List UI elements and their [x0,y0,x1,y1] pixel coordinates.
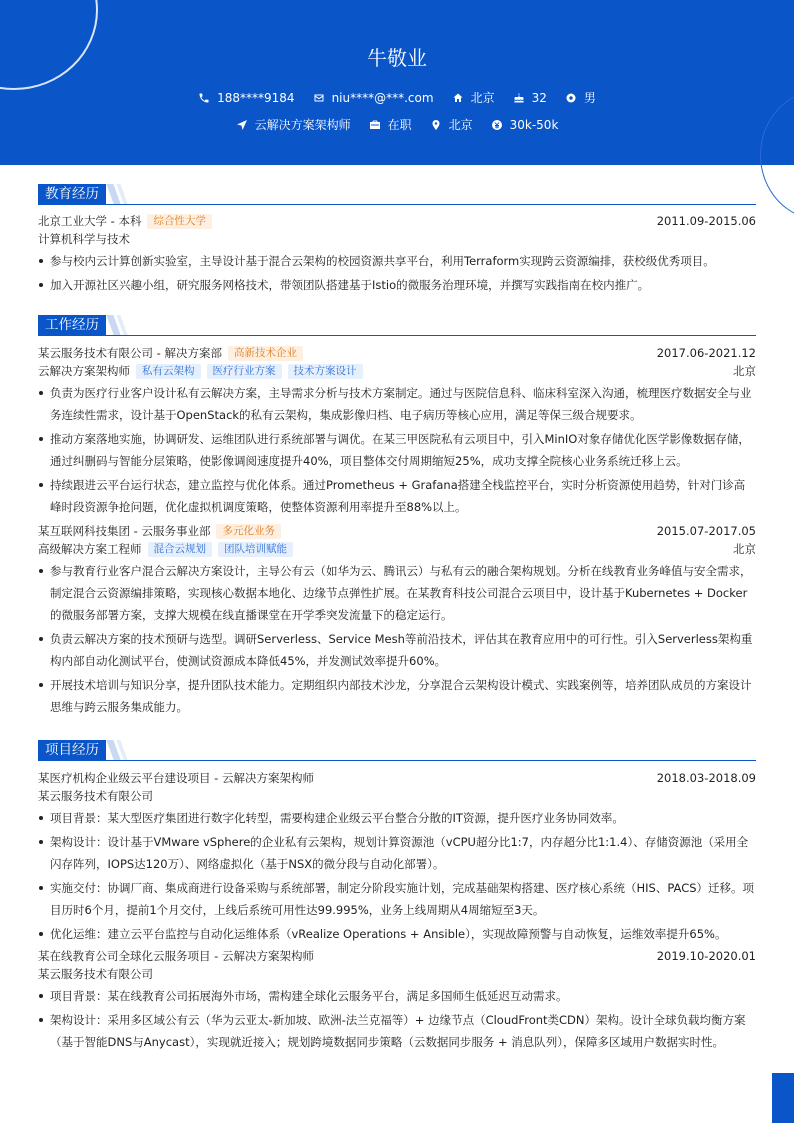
status-text: 在职 [387,118,412,132]
education-item [38,212,756,296]
contact-row [0,89,794,106]
project-dates: 2019.10-2020.01 [656,949,756,963]
project-dates: 2018.03-2018.09 [656,771,756,785]
target-role-text: 云解决方案架构师 [254,118,351,132]
cake-icon [513,92,525,104]
work-dates: 2017.06-2021.12 [656,346,756,360]
project-org: 某云服务技术有限公司 [38,967,153,981]
work-item [38,344,756,518]
list-item: 架构设计：设计基于VMware vSphere的企业私有云架构，规划计算资源池（vCPU超分比1:7，内存超分比1:1.4）、存储资源池（采用全闪存阵列，IOPS达120万）、网络虚拟化（基于NSX的微分段与自动化部署）。 [38,831,756,875]
list-item: 实施交付：协调厂商、集成商进行设备采购与系统部署，制定分阶段实施计划，完成基础架构搭建、医疗核心系统（HIS、PACS）迁移。项目历时6个月，提前1个月交付，上线后系统可用性达99.995%，业务上线周期从4周缩短至3天。 [38,877,756,921]
skill-tag: 技术方案设计 [288,364,363,379]
salary-text: 30k-50k [509,117,559,132]
work-dates: 2015.07-2017.05 [656,524,756,538]
age-text: 32 [531,90,547,105]
resume-header [0,0,794,165]
list-item: 推动方案落地实施，协调研发、运维团队进行系统部署与调优。在某三甲医院私有云项目中，引入MinIO对象存储优化医学影像数据存储，通过纠删码与智能分层策略，使影像调阅速度提升40%，项目整体交付周期缩短25%，成功支撑全院核心业务系统迁移上云。 [38,428,756,472]
mail-icon [313,92,325,104]
email-text: niu****@***.com [331,90,434,105]
list-item: 优化运维：建立云平台监控与自动化运维体系（vRealize Operations + Ansible），实现故障预警与自动恢复，运维效率提升65%。 [38,923,756,945]
target-city-info [430,116,473,133]
skill-tag: 混合云规划 [148,542,213,557]
project-name: 某医疗机构企业级云平台建设项目 - 云解决方案架构师 [38,771,314,785]
project-org: 某云服务技术有限公司 [38,789,153,803]
list-item: 负责为医疗行业客户设计私有云解决方案，主导需求分析与技术方案制定。通过与医院信息科、临床科室深入沟通，梳理医疗数据安全与业务连续性需求，设计基于OpenStack的私有云架构，集成影像归档、电子病历等核心应用，满足等保三级合规要求。 [38,382,756,426]
email-info [313,91,434,105]
gender-text: 男 [583,91,596,105]
phone-info [198,91,294,105]
list-item: 加入开源社区兴趣小组，研究服务网格技术，带领团队搭建基于Istio的微服务治理环境，并撰写实践指南在校内推广。 [38,274,756,296]
work-section [38,315,756,718]
send-icon [236,119,248,131]
decorative-corner-block [772,1073,794,1123]
job-title: 云解决方案架构师 [38,364,130,378]
work-item [38,522,756,718]
salary-info [491,118,559,132]
company-name: 某互联网科技集团 - 云服务事业部 [38,524,211,538]
candidate-name: 牛敬业 [367,46,427,70]
gender-info [565,89,596,106]
education-dates: 2011.09-2015.06 [656,214,756,228]
phone-icon [198,92,210,104]
list-item: 项目背景：某大型医疗集团进行数字化转型，需要构建企业级云平台整合分散的IT资源，提升医疗业务协同效率。 [38,807,756,829]
project-item [38,947,756,1053]
skill-tag: 团队培训赋能 [218,542,293,557]
list-item: 负责云解决方案的技术预研与选型。调研Serverless、Service Mesh等前沿技术，评估其在教育应用中的可行性。引入Serverless架构重构内部自动化测试平台，使测试资源成本降低45%，并发测试效率提升60%。 [38,628,756,672]
list-item: 持续跟进云平台运行状态，建立监控与优化体系。通过Prometheus + Grafana搭建全栈监控平台，实时分析资源使用趋势，针对门诊高峰时段资源争抢问题，优化虚拟机调度策略，使整体资源利用率提升至88%以上。 [38,474,756,518]
location-icon [430,119,442,131]
section-title: 工作经历 [38,315,106,335]
school-tag: 综合性大学 [147,214,212,229]
education-section [38,184,756,296]
section-header [38,184,756,205]
status-info [369,116,412,133]
list-item: 架构设计：采用多区域公有云（华为云亚太-新加坡、欧洲-法兰克福等）+ 边缘节点（CloudFront类CDN）架构。设计全球负载均衡方案（基于智能DNS与Anycast），实现就近接入；规划跨境数据同步策略（云数据同步服务 + 消息队列），保障多区域用户数据实时性。 [38,1009,756,1053]
phone-text: 188****9184 [217,90,295,105]
gender-icon [565,92,577,104]
school-name: 北京工业大学 - 本科 [38,214,142,228]
list-item: 项目背景：某在线教育公司拓展海外市场，需构建全球化云服务平台，满足多国师生低延迟互动需求。 [38,985,756,1007]
city-info [452,89,495,106]
age-info [513,91,547,105]
skill-tag: 医疗行业方案 [207,364,282,379]
company-name: 某云服务技术有限公司 - 解决方案部 [38,346,222,360]
list-item: 参与校内云计算创新实验室，主导设计基于混合云架构的校园资源共享平台，利用Terraform实现跨云资源编排，获校级优秀项目。 [38,250,756,272]
section-title: 项目经历 [38,740,106,760]
skill-tag: 私有云架构 [136,364,201,379]
list-item: 开展技术培训与知识分享，提升团队技术能力。定期组织内部技术沙龙，分享混合云架构设计模式、实践案例等，培养团队成员的方案设计思维与跨云服务集成能力。 [38,674,756,718]
list-item: 参与教育行业客户混合云解决方案设计，主导公有云（如华为云、腾讯云）与私有云的融合架构规划。分析在线教育业务峰值与安全需求，制定混合云资源编排策略，实现核心数据本地化、边缘节点弹性扩展。在某教育科技公司混合云项目中，设计基于Kubernetes + Docker的微服务部署方案，支撑大规模在线直播课堂在开学季突发流量下的稳定运行。 [38,560,756,626]
project-name: 某在线教育公司全球化云服务项目 - 云解决方案架构师 [38,949,314,963]
intention-row [0,116,794,133]
section-header [38,740,756,761]
job-title: 高级解决方案工程师 [38,542,142,556]
target-role-info [236,116,351,133]
city-text: 北京 [470,91,495,105]
briefcase-icon [369,119,381,131]
work-location: 北京 [733,364,756,378]
home-icon [452,92,464,104]
money-icon [491,119,503,131]
section-header [38,315,756,336]
project-item [38,769,756,945]
company-tag: 多元化业务 [216,524,281,539]
section-title: 教育经历 [38,184,106,204]
major: 计算机科学与技术 [38,232,130,246]
work-location: 北京 [733,542,756,556]
target-city-text: 北京 [448,118,473,132]
company-tag: 高新技术企业 [228,346,303,361]
project-section [38,740,756,1053]
